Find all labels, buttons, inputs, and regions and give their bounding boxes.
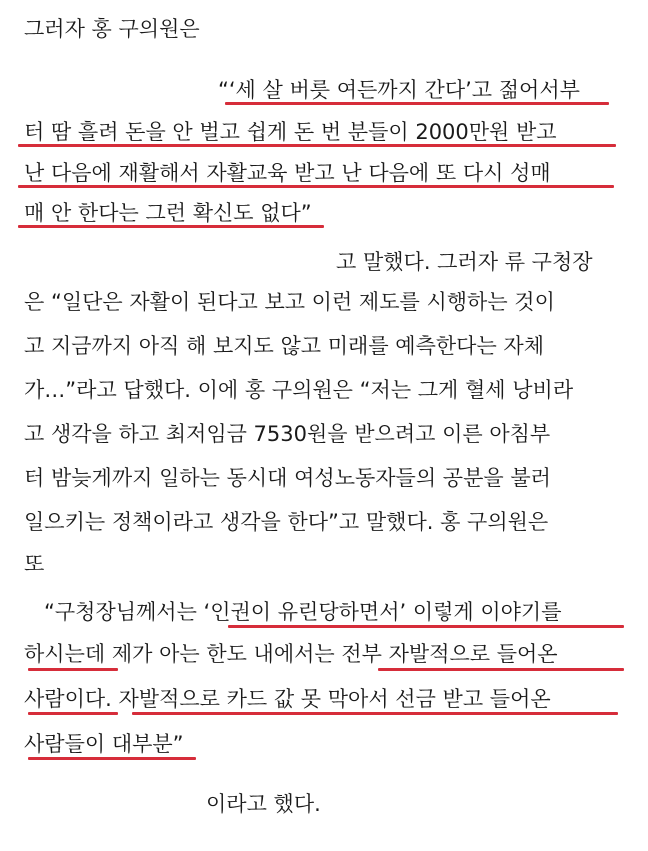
underline-mark xyxy=(228,625,624,628)
underline-mark xyxy=(28,712,118,715)
underline-mark xyxy=(18,185,614,188)
text-line: 터 밤늦게까지 일하는 동시대 여성노동자들의 공분을 불러 xyxy=(24,466,551,490)
text-line: 고 말했다. 그러자 류 구청장 xyxy=(336,250,593,274)
underline-mark xyxy=(378,668,624,671)
quote-line: 매 안 한다는 그런 확신도 없다” xyxy=(24,201,312,225)
text-line: 그러자 홍 구의원은 xyxy=(24,17,200,41)
quote-line: 터 땀 흘려 돈을 안 벌고 쉽게 돈 번 분들이 2000만원 받고 xyxy=(24,120,557,144)
text-line: 고 지금까지 아직 해 보지도 않고 미래를 예측한다는 자체 xyxy=(24,334,544,358)
text-line: 또 xyxy=(24,552,45,576)
quote-line: 사람들이 대부분” xyxy=(24,732,184,756)
quote-line: 난 다음에 재활해서 자활교육 받고 난 다음에 또 다시 성매 xyxy=(24,161,551,185)
quote-line: “‘세 살 버릇 여든까지 간다’고 젊어서부 xyxy=(218,78,580,102)
quote-line: 하시는데 제가 아는 한도 내에서는 전부 자발적으로 들어온 xyxy=(24,642,558,666)
quote-line: “구청장님께서는 ‘인권이 유린당하면서’ 이렇게 이야기를 xyxy=(44,600,562,624)
text-line: 은 “일단은 자활이 된다고 보고 이런 제도를 시행하는 것이 xyxy=(24,290,555,314)
underline-mark xyxy=(18,144,616,147)
underline-mark xyxy=(28,668,118,671)
text-line: 이라고 했다. xyxy=(206,792,321,816)
text-line: 가…”라고 답했다. 이에 홍 구의원은 “저는 그게 혈세 낭비라 xyxy=(24,378,574,402)
underline-mark xyxy=(225,102,609,105)
quote-line: 사람이다. 자발적으로 카드 값 못 막아서 선금 받고 들어온 xyxy=(24,687,551,711)
text-line: 고 생각을 하고 최저임금 7530원을 받으려고 이른 아침부 xyxy=(24,422,551,446)
text-line: 일으키는 정책이라고 생각을 한다”고 말했다. 홍 구의원은 xyxy=(24,510,549,534)
underline-mark xyxy=(18,225,324,228)
underline-mark xyxy=(28,757,196,760)
underline-mark xyxy=(132,712,618,715)
